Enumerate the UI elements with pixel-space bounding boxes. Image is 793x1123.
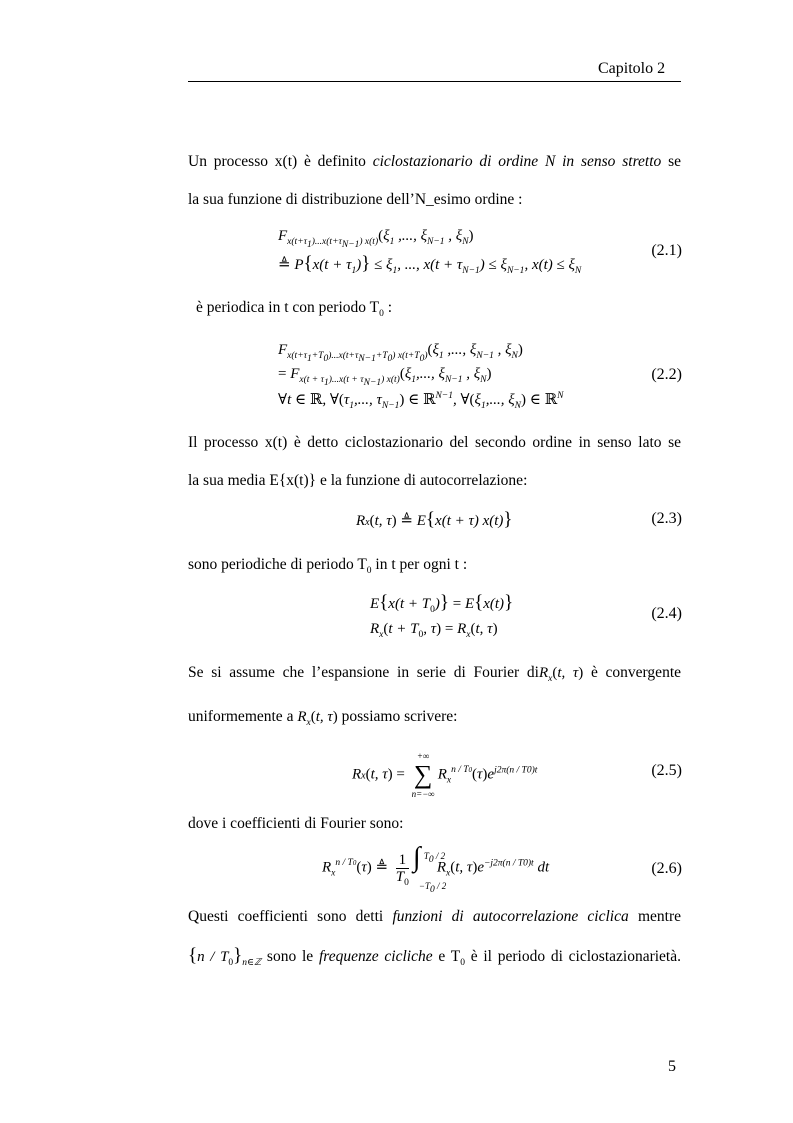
inline-math-rx: $R_x(t$, τ): [297, 709, 338, 728]
equation-2-1-line-2: ≜ $P\{x(t + \tau_1)\} \le \xi_1$, ..., $x(t + \tau_{N-1}) \le \xi_{N-1}$, $x(t) \le \xi_N$: [278, 253, 582, 276]
subscript: 0: [366, 566, 372, 577]
text-run: possiamo scrivere:: [337, 708, 458, 725]
equation-number-2-5: (2.5): [651, 762, 682, 779]
text-run: in t per ogni t :: [371, 556, 468, 573]
text-run: mentre: [628, 908, 681, 925]
integral-sign: ∫ $T_0 / 2$ $-T_0 / 2$: [412, 842, 447, 895]
chapter-header: Capitolo 2: [598, 60, 666, 77]
emphasis-cyclic-frequencies: frequenze cicliche: [318, 948, 433, 965]
paragraph-cyclic-autocorrelation: [188, 907, 681, 927]
paragraph-distribution: la sua funzione di distribuzione dell’N_esimo ordine :: [188, 191, 523, 208]
inline-math-cyclic-set: $\{n / T_0\}_{n\in ℤ}$: [188, 945, 262, 968]
text-run: e T: [432, 948, 461, 965]
header-rule: [188, 81, 681, 82]
fraction-one-over-t0: $\frac{1}{T_0}$: [395, 851, 409, 888]
paragraph-coefficients: dove i coefficienti di Fourier sono:: [188, 815, 404, 832]
text-run: è convergente: [583, 664, 682, 681]
paragraph-mean: la sua media E{x(t)} e la funzione di autocorrelazione:: [188, 472, 528, 489]
subscript: 0: [379, 309, 384, 320]
equation-number-2-6: (2.6): [651, 860, 682, 877]
text-run: Se si assume che l’espansione in serie di Fourier di: [188, 664, 539, 681]
page-number: 5: [668, 1058, 676, 1075]
text-run: uniformemente a: [188, 708, 298, 725]
equation-2-5: Rx(t, τ) = +∞ ∑ n=−∞ $R_x^{n / T0}(\tau)e^{j2\pi(n / T0)t}$: [352, 751, 538, 799]
equation-2-3: Rx(t, τ) ≜ E{x(t + τ) x(t)}: [356, 509, 513, 530]
equation-number-2-4: (2.4): [651, 605, 682, 622]
equation-2-1-line-1: $F_{x(t+\tau_1)...x(t+\tau_{N-1}) x(t)}(\xi_1$ ,..., $\xi_{N-1}$ , $\xi_N$): [278, 228, 474, 250]
equation-number-2-1: (2.1): [651, 242, 682, 259]
equation-number-2-3: (2.3): [651, 510, 682, 527]
text-run: sono periodiche di periodo T: [188, 556, 367, 573]
equation-2-2-line-3: ∀t ∈ ℝ, $\forall(\tau_1$,..., $\tau_{N-1}$) ∈ ℝ$^{N-1}$, $\forall(\xi_1$,..., $\xi_N$) ∈ ℝ$^N$: [278, 391, 564, 411]
subscript: 0: [460, 958, 465, 969]
paragraph-definition: [188, 152, 681, 172]
paragraph-periodic-second-order: [188, 555, 681, 575]
emphasis-strict-sense: ciclostazionario di ordine N in senso stretto: [372, 153, 662, 170]
paragraph-wide-sense: Il processo x(t) è detto ciclostazionario del secondo ordine in senso lato se: [188, 434, 681, 451]
text-run: Questi coefficienti sono detti: [188, 908, 393, 925]
text-run: :: [383, 299, 393, 316]
inline-math-rx: $R_x(t$, τ): [538, 665, 584, 684]
text-run: Un processo x(t) è definito: [188, 153, 373, 170]
text-run: se: [661, 153, 682, 170]
equation-2-4-line-2: $R_x(t + T_0$, $\tau) = R_x(t$, τ): [370, 621, 498, 640]
equation-number-2-2: (2.2): [651, 366, 682, 383]
emphasis-cyclic-autocorrelation: funzioni di autocorrelazione ciclica: [392, 908, 629, 925]
paragraph-uniform: [188, 707, 681, 727]
paragraph-cyclic-frequencies: [188, 946, 681, 967]
text-run: è periodica in t con periodo T: [196, 299, 380, 316]
equation-2-6: $R_x^{n / T0}(\tau)$ ≜ $\frac{1}{T_0}$ ∫ $T_0 / 2$ $-T_0 / 2$ $R_x(t$, $\tau)e^{-j2\pi(n / T0)t}$ dt: [322, 842, 550, 895]
text-run: è il periodo di ciclostazionarietà.: [464, 948, 681, 965]
paragraph-periodic: [196, 298, 689, 318]
summation-sign: +∞ ∑ n=−∞: [411, 751, 435, 799]
paragraph-fourier: [188, 663, 681, 683]
equation-2-4-line-1: $E\{x(t + T_0)\} = E\{x(t)\}$: [370, 592, 514, 615]
equation-2-2-line-2: = $F_{x(t + \tau_1)...x(t + \tau_{N-1}) x(t)}(\xi_1$,..., $\xi_{N-1}$ , $\xi_N$): [278, 366, 492, 388]
text-run: sono le: [261, 948, 319, 965]
equation-2-2-line-1: $F_{x(t+\tau_1+T_0)...x(t+\tau_{N-1}+T_0) x(t+T_0)}(\xi_1$ ,..., $\xi_{N-1}$ , $\xi_N$): [278, 342, 523, 364]
